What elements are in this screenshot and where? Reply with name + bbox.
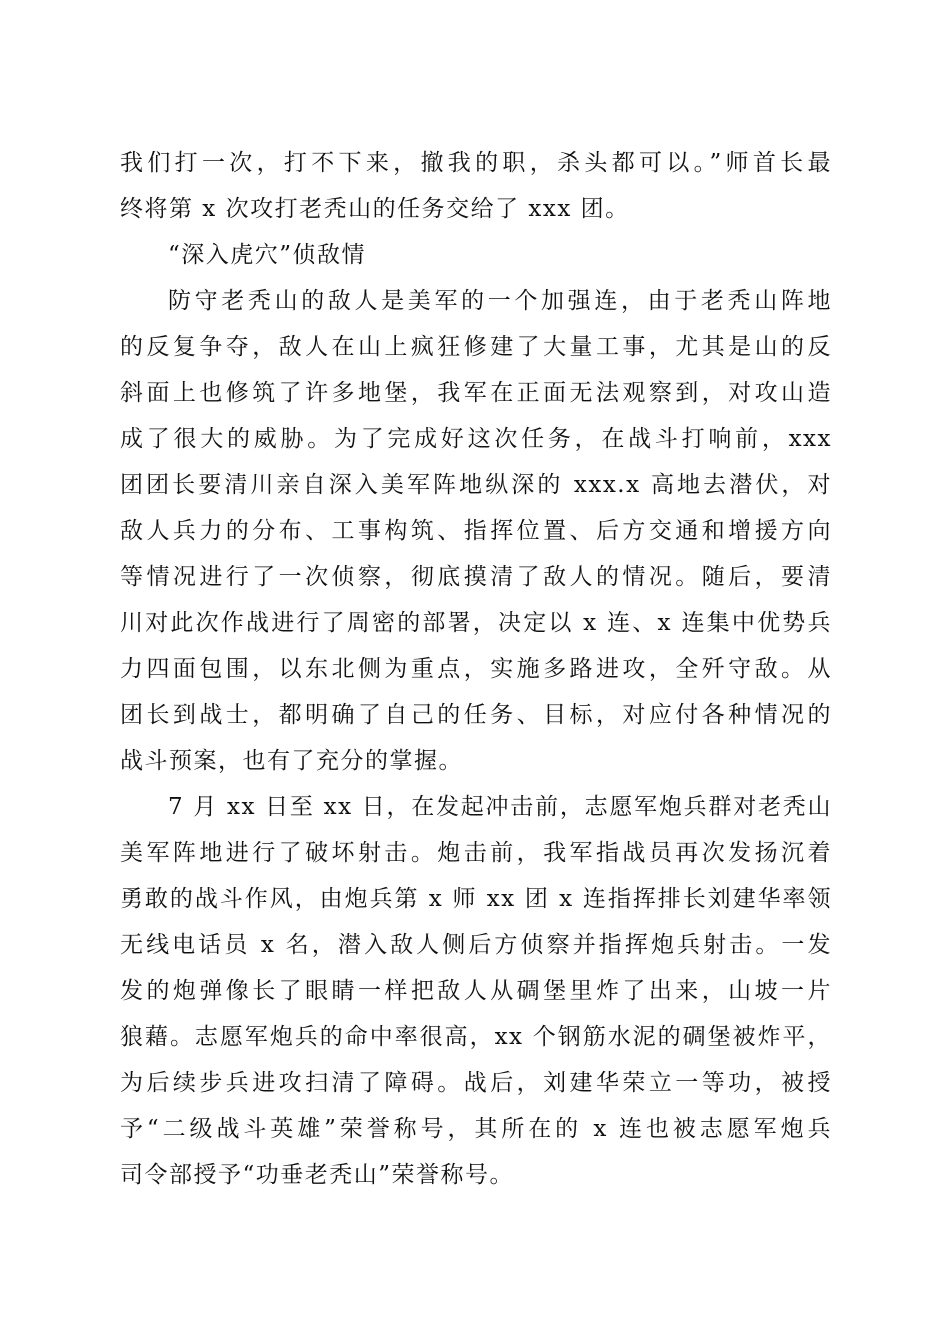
text-line: 防守老秃山的敌人是美军的一个加强连，由于老秃山阵地 xyxy=(168,288,832,314)
paragraph-artillery xyxy=(120,784,832,1198)
text-line: 发的炮弹像长了眼睛一样把敌人从碉堡里炸了出来，山坡一片 xyxy=(120,978,832,1004)
text-line: 终将第 x 次攻打老秃山的任务交给了 xxx 团。 xyxy=(120,196,630,222)
paragraph-continuation xyxy=(120,140,832,232)
section-heading xyxy=(120,232,832,278)
text-line: 等情况进行了一次侦察，彻底摸清了敌人的情况。随后，要清 xyxy=(120,564,832,590)
text-line: 川对此次作战进行了周密的部署，决定以 x 连、x 连集中优势兵 xyxy=(120,610,832,636)
text-line: 无线电话员 x 名，潜入敌人侧后方侦察并指挥炮兵射击。一发 xyxy=(120,932,832,958)
text-line: 予“二级战斗英雄”荣誉称号，其所在的 x 连也被志愿军炮兵 xyxy=(120,1116,832,1142)
text-line: 司令部授予“功垂老秃山”荣誉称号。 xyxy=(120,1162,515,1188)
text-line: 成了很大的威胁。为了完成好这次任务，在战斗打响前，xxx xyxy=(120,426,832,452)
document-body xyxy=(120,140,832,1198)
text-line: 7 月 xx 日至 xx 日，在发起冲击前，志愿军炮兵群对老秃山 xyxy=(168,794,832,820)
text-line: 团团长要清川亲自深入美军阵地纵深的 xxx.x 高地去潜伏，对 xyxy=(120,472,832,498)
paragraph-reconnaissance xyxy=(120,278,832,784)
text-line: 敌人兵力的分布、工事构筑、指挥位置、后方交通和增援方向 xyxy=(120,518,832,544)
text-line: 勇敢的战斗作风，由炮兵第 x 师 xx 团 x 连指挥排长刘建华率领 xyxy=(120,886,832,912)
heading-text: “深入虎穴”侦敌情 xyxy=(168,242,367,268)
text-line: 战斗预案，也有了充分的掌握。 xyxy=(120,748,463,774)
text-line: 的反复争夺，敌人在山上疯狂修建了大量工事，尤其是山的反 xyxy=(120,334,832,360)
text-line: 我们打一次，打不下来，撤我的职，杀头都可以。”师首长最 xyxy=(120,150,832,176)
text-line: 为后续步兵进攻扫清了障碍。战后，刘建华荣立一等功，被授 xyxy=(120,1070,832,1096)
text-line: 团长到战士，都明确了自己的任务、目标，对应付各种情况的 xyxy=(120,702,832,728)
text-line: 美军阵地进行了破坏射击。炮击前，我军指战员再次发扬沉着 xyxy=(120,840,832,866)
text-line: 狼藉。志愿军炮兵的命中率很高，xx 个钢筋水泥的碉堡被炸平， xyxy=(120,1024,832,1050)
text-line: 力四面包围，以东北侧为重点，实施多路进攻，全歼守敌。从 xyxy=(120,656,832,682)
text-line: 斜面上也修筑了许多地堡，我军在正面无法观察到，对攻山造 xyxy=(120,380,832,406)
